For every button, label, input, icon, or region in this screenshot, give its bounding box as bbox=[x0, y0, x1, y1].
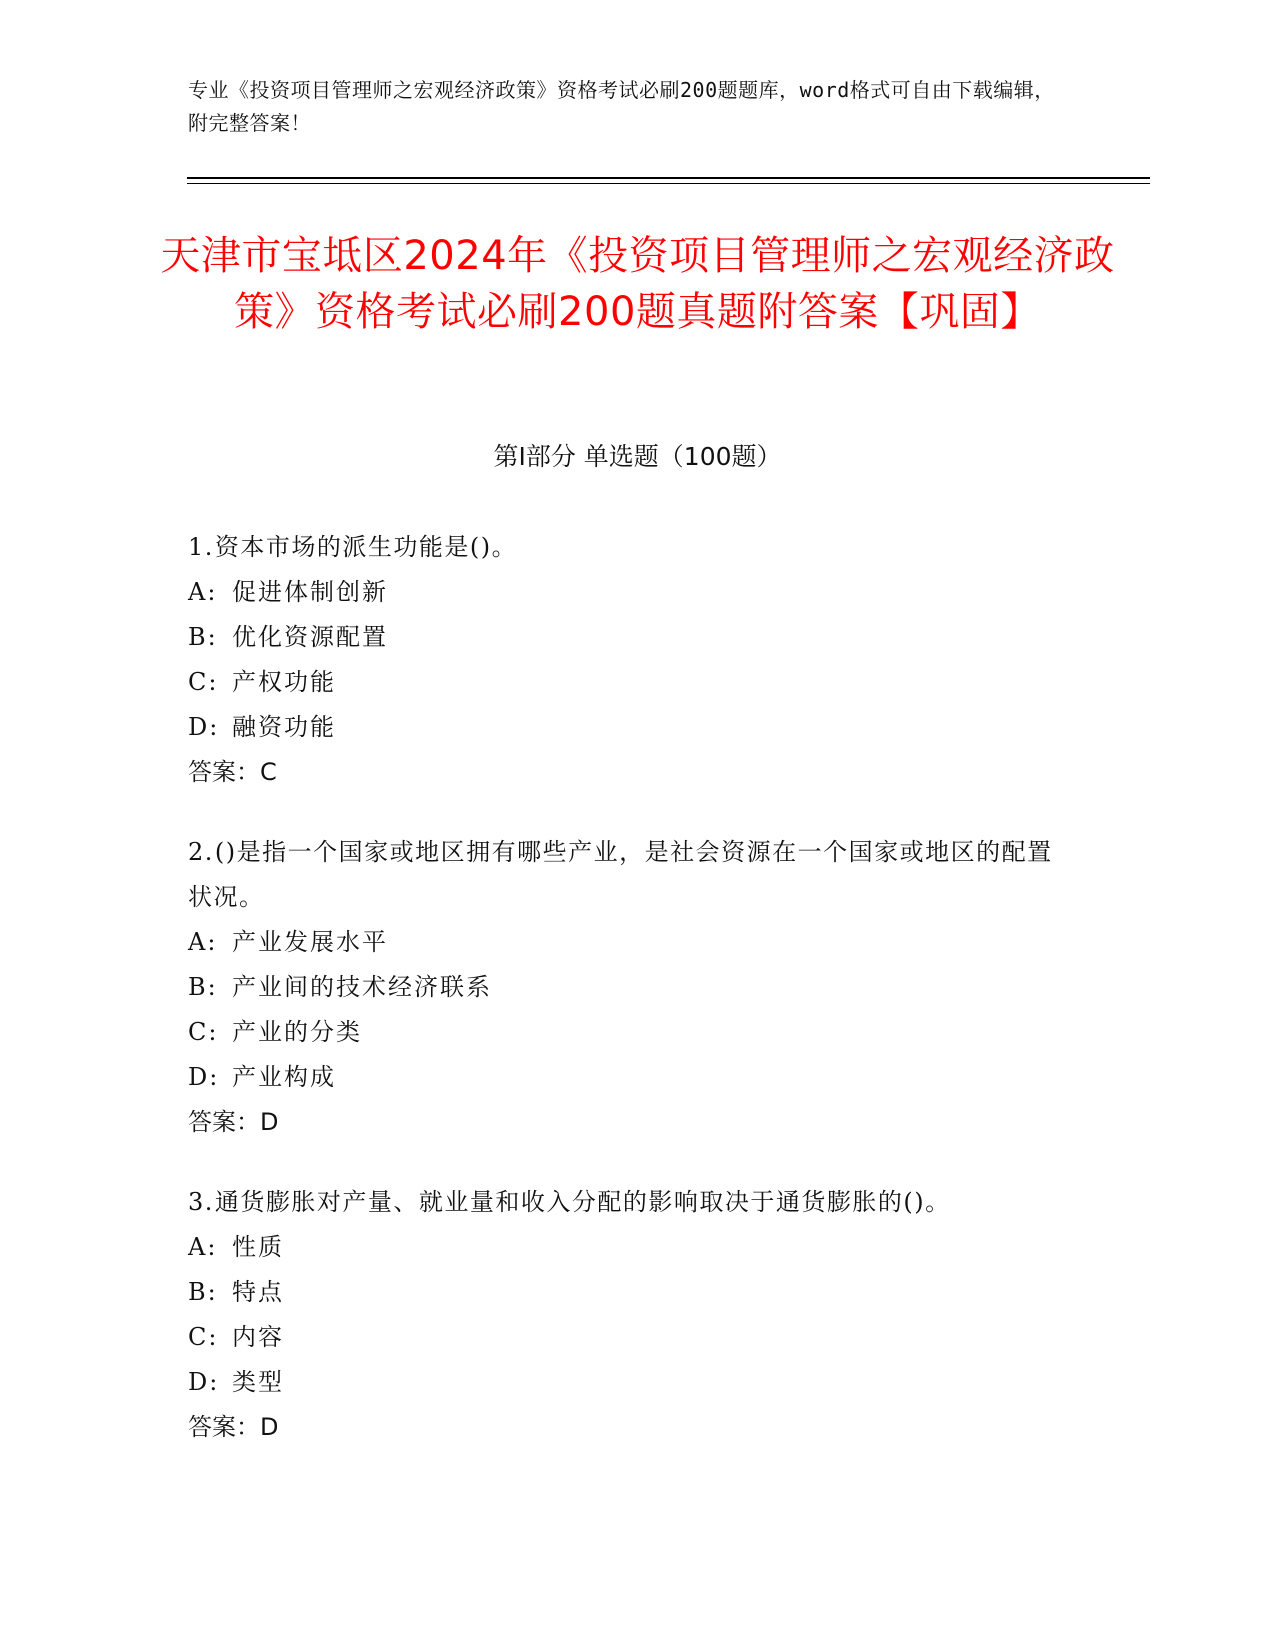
option-text: 产业构成 bbox=[232, 1063, 336, 1091]
question-text: 通货膨胀对产量、就业量和收入分配的影响取决于通货膨胀的()。 bbox=[214, 1188, 951, 1216]
question-number: 1. bbox=[188, 533, 214, 561]
question-1 bbox=[188, 525, 1068, 795]
header-rule-thick bbox=[187, 177, 1150, 179]
question-stem bbox=[188, 525, 1068, 570]
option-b bbox=[188, 1270, 1068, 1315]
option-text: 融资功能 bbox=[232, 713, 336, 741]
option-a bbox=[188, 920, 1068, 965]
question-2 bbox=[188, 830, 1068, 1145]
answer-value: D bbox=[260, 1108, 279, 1136]
option-key: B: bbox=[188, 1278, 218, 1306]
option-text: 产业的分类 bbox=[232, 1018, 362, 1046]
option-a bbox=[188, 1225, 1068, 1270]
option-key: A: bbox=[188, 928, 218, 956]
question-stem bbox=[188, 830, 1068, 920]
answer-label: 答案： bbox=[188, 1413, 260, 1441]
answer-line bbox=[188, 1405, 1068, 1450]
question-text: ()是指一个国家或地区拥有哪些产业，是社会资源在一个国家或地区的配置状况。 bbox=[188, 838, 1053, 911]
option-text: 产业发展水平 bbox=[232, 928, 388, 956]
question-3 bbox=[188, 1180, 1068, 1450]
option-text: 产业间的技术经济联系 bbox=[232, 973, 492, 1001]
option-d bbox=[188, 705, 1068, 750]
section-title: 第Ⅰ部分 单选题（100题） bbox=[493, 442, 782, 471]
question-text: 资本市场的派生功能是()。 bbox=[214, 533, 518, 561]
option-key: A: bbox=[188, 1233, 218, 1261]
option-key: B: bbox=[188, 973, 218, 1001]
option-text: 性质 bbox=[232, 1233, 284, 1261]
header-rule-thin bbox=[187, 183, 1150, 184]
option-key: C: bbox=[188, 668, 219, 696]
option-text: 类型 bbox=[232, 1368, 284, 1396]
question-number: 3. bbox=[188, 1188, 214, 1216]
answer-line bbox=[188, 750, 1068, 795]
document-title: 天津市宝坻区2024年《投资项目管理师之宏观经济政策》资格考试必刷200题真题附答案【巩固】 bbox=[160, 233, 1115, 335]
option-key: A: bbox=[188, 578, 218, 606]
option-text: 内容 bbox=[232, 1323, 284, 1351]
header-note: 专业《投资项目管理师之宏观经济政策》资格考试必刷200题题库，word格式可自由下载编辑，附完整答案！ bbox=[188, 78, 1055, 135]
option-c bbox=[188, 1010, 1068, 1055]
question-number: 2. bbox=[188, 838, 214, 866]
option-b bbox=[188, 965, 1068, 1010]
option-key: D: bbox=[188, 1063, 220, 1091]
option-c bbox=[188, 660, 1068, 705]
answer-line bbox=[188, 1100, 1068, 1145]
question-stem bbox=[188, 1180, 1068, 1225]
option-text: 特点 bbox=[232, 1278, 284, 1306]
option-b bbox=[188, 615, 1068, 660]
option-key: C: bbox=[188, 1323, 219, 1351]
option-text: 优化资源配置 bbox=[232, 623, 388, 651]
option-text: 产权功能 bbox=[232, 668, 336, 696]
option-d bbox=[188, 1055, 1068, 1100]
option-d bbox=[188, 1360, 1068, 1405]
answer-value: D bbox=[260, 1413, 279, 1441]
option-text: 促进体制创新 bbox=[232, 578, 388, 606]
option-key: B: bbox=[188, 623, 218, 651]
answer-label: 答案： bbox=[188, 1108, 260, 1136]
option-a bbox=[188, 570, 1068, 615]
option-key: D: bbox=[188, 713, 220, 741]
question-list bbox=[188, 525, 1068, 1485]
option-key: C: bbox=[188, 1018, 219, 1046]
option-key: D: bbox=[188, 1368, 220, 1396]
answer-label: 答案： bbox=[188, 758, 260, 786]
option-c bbox=[188, 1315, 1068, 1360]
answer-value: C bbox=[260, 758, 277, 786]
